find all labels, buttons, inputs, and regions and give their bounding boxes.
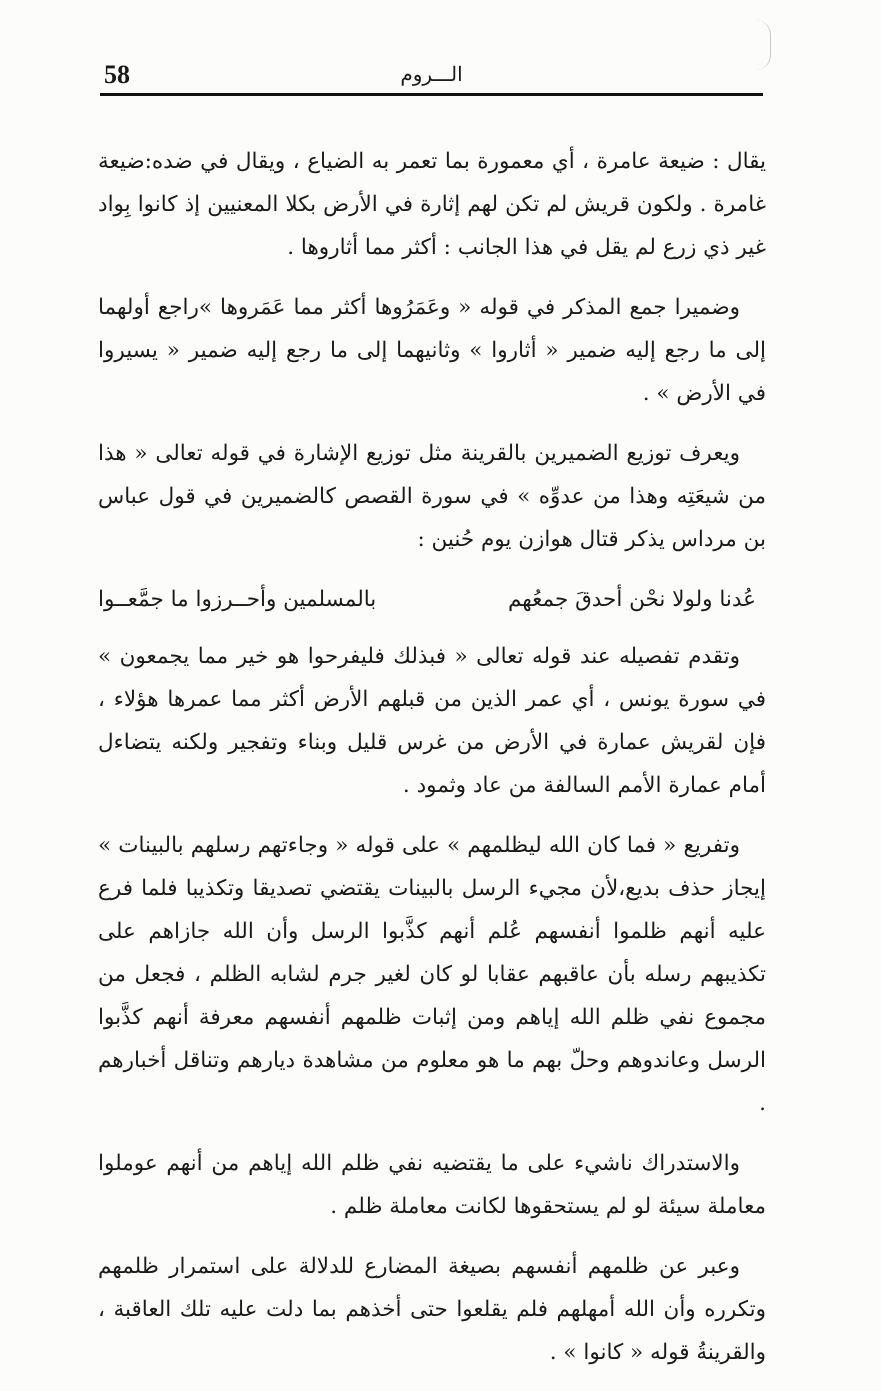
header-rule (100, 93, 763, 96)
paragraph: وضميرا جمع المذكر في قوله « وعَمَرُوها أكثر مما عَمَروها »راجع أولهما إلى ما رجع إليه ضمير « أثاروا » وثانيهما إلى ما رجع إليه ضمير « يسيروا في الأرض » . (98, 295, 766, 406)
page-header (100, 52, 763, 96)
paragraph: وعبر عن ظلمهم أنفسهم بصيغة المضارع للدلالة على استمرار ظلمهم وتكرره وأن الله أمهلهم فلم يقلعوا حتى أخذهم بما دلت عليه تلك العاقبة ، والقرينةُ قوله « كانوا » . (98, 1254, 766, 1365)
paragraph: ويعرف توزيع الضميرين بالقرينة مثل توزيع الإشارة في قوله تعالى « هذا من شيعَتِه وهذا من عدوِّه » في سورة القصص كالضميرين في قول عباس بن مرداس يذكر قتال هوازن يوم حُنين : (98, 441, 766, 552)
paragraph: وتقدم تفصيله عند قوله تعالى « فبذلك فليفرحوا هو خير مما يجمعون » في سورة يونس ، أي عمر الذين من قبلهم الأرض أكثر مما عمرها هؤلاء ، فإن لقريش عمارة في الأرض من غرس قليل وبناء وتفجير ولكنه يتضاءل أمام عمارة الأمم السالفة من عاد وثمود . (98, 644, 766, 798)
verse-hemistich-first: عُدنا ولولا نحْن أحدقَ جمعُهم (507, 587, 756, 612)
poetry-verse (98, 578, 766, 621)
verse-hemistich-second: بالمسلمين وأحــرزوا ما جمَّعــوا (98, 587, 377, 612)
paragraph: وتفريع « فما كان الله ليظلمهم » على قوله « وجاءتهم رسلهم بالبينات » إيجاز حذف بديع،لأن مجيء الرسل بالبينات يقتضي تصديقا وتكذيبا فلما فرع عليه أنهم ظلموا أنفسهم عُلم أنهم كذَّبوا الرسل وأن الله جازاهم على تكذيبهم رسله بأن عاقبهم عقابا لو كان لغير جرم لشابه الظلم ، فجعل من مجموع نفي ظلم الله إياهم ومن إثبات ظلمهم أنفسهم معرفة أنهم كذَّبوا الرسل وعاندوهم وحلّ بهم ما هو معلوم من مشاهدة ديارهم وتناقل أخبارهم . (98, 833, 766, 1116)
paragraph: والاستدراك ناشيء على ما يقتضيه نفي ظلم الله إياهم من أنهم عوملوا معاملة سيئة لو لم يستحقوها لكانت معاملة ظلم . (98, 1151, 766, 1219)
running-title: الـــروم (400, 62, 463, 86)
body-text (98, 140, 766, 1391)
page-number: 58 (104, 60, 130, 89)
paragraph: يقال : ضيعة عامرة ، أي معمورة بما تعمر به الضياع ، ويقال في ضده:ضيعة غامرة . ولكون قريش لم تكن لهم إثارة في الأرض بكلا المعنيين إذ كانوا بِواد غير ذي زرع لم يقل في هذا الجانب : أكثر مما أثاروها . (98, 149, 766, 260)
